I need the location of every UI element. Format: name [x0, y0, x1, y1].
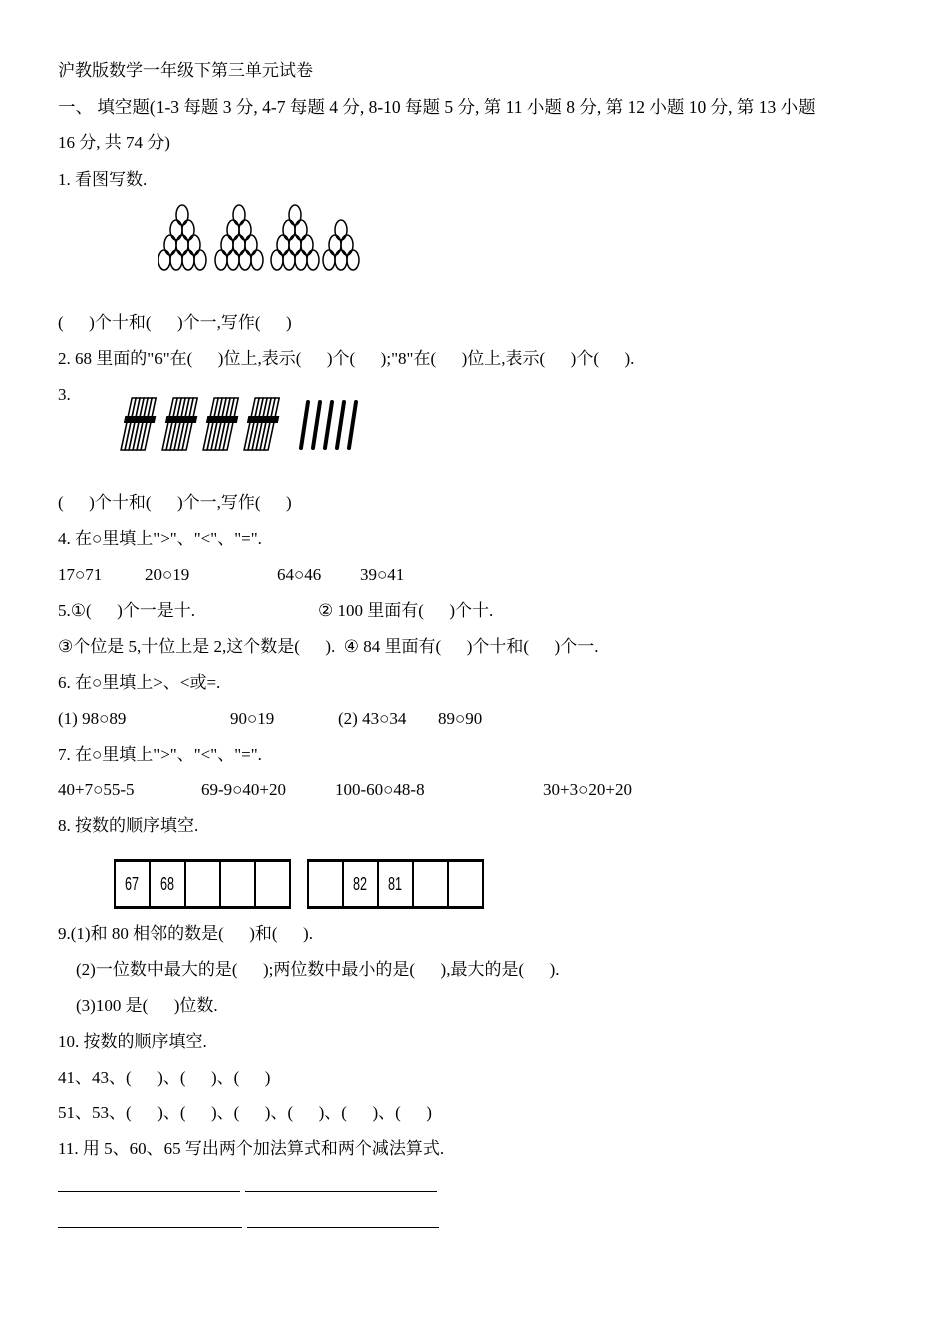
q7-item: 30+3○20+20	[543, 780, 632, 799]
circle-mark	[188, 235, 200, 255]
stick-bundles-image	[115, 394, 370, 454]
circle-mark	[283, 250, 295, 270]
seq-box[interactable]	[449, 862, 484, 906]
circle-mark	[289, 205, 301, 225]
circle-mark	[301, 235, 313, 255]
circle-mark	[245, 235, 257, 255]
single-stick	[337, 402, 344, 448]
q4-item: 20○19	[145, 565, 190, 584]
q6-prompt: 6. 在○里填上>、<或=.	[58, 673, 221, 692]
circle-mark	[227, 220, 239, 240]
q7-item: 100-60○48-8	[335, 780, 425, 799]
seq-box[interactable]	[221, 862, 256, 906]
q7-item: 69-9○40+20	[201, 780, 287, 799]
q8-sequence-row-1	[114, 859, 291, 909]
circle-mark	[158, 250, 170, 270]
q6-item: (2) 43○34	[338, 709, 407, 728]
circle-mark	[239, 250, 251, 270]
q4-item: 64○46	[277, 565, 322, 584]
circle-pyramids-image	[158, 204, 368, 276]
seq-box[interactable]	[414, 862, 449, 906]
answer-line[interactable]	[247, 1227, 439, 1228]
q5-line2: ③个位是 5,十位上是 2,这个数是( ). ④ 84 里面有( )个十和( )个一.	[58, 637, 599, 656]
seq-box[interactable]: 81	[379, 862, 414, 906]
stick-bundle	[241, 398, 283, 450]
q7-item: 40+7○55-5	[58, 780, 135, 799]
q10-b: 51、53、( )、( )、( )、( )、( )、( )	[58, 1103, 432, 1122]
stick-bundle	[118, 398, 160, 450]
q6-item: 89○90	[438, 709, 483, 728]
q5-line1a: 5.①( )个一是十.	[58, 601, 196, 620]
single-stick	[313, 402, 320, 448]
circle-mark	[227, 250, 239, 270]
seq-box[interactable]	[186, 862, 221, 906]
circle-mark	[347, 250, 359, 270]
seq-box[interactable]	[309, 862, 344, 906]
q8-sequence-row-2	[307, 859, 484, 909]
circle-mark	[295, 220, 307, 240]
q4-item: 39○41	[360, 565, 405, 584]
answer-line[interactable]	[245, 1191, 437, 1192]
seq-box[interactable]: 68	[151, 862, 186, 906]
circle-mark	[341, 235, 353, 255]
circle-mark	[289, 235, 301, 255]
q3-answer: ( )个十和( )个一,写作( )	[58, 493, 292, 512]
circle-mark	[170, 250, 182, 270]
q8-prompt: 8. 按数的顺序填空.	[58, 816, 199, 835]
answer-line[interactable]	[58, 1191, 240, 1192]
section-heading-cont: 16 分, 共 74 分)	[58, 133, 170, 152]
circle-mark	[323, 250, 335, 270]
circle-mark	[283, 220, 295, 240]
circle-mark	[329, 235, 341, 255]
q1-prompt: 1. 看图写数.	[58, 170, 148, 189]
single-stick	[325, 402, 332, 448]
circle-mark	[335, 220, 347, 240]
circle-mark	[182, 250, 194, 270]
single-stick	[349, 402, 356, 448]
q10-a: 41、43、( )、( )、( )	[58, 1068, 271, 1087]
q5-line1b: ② 100 里面有( )个十.	[318, 601, 494, 620]
q6-item: (1) 98○89	[58, 709, 127, 728]
circle-mark	[176, 205, 188, 225]
q3-label: 3.	[58, 385, 71, 404]
seq-box[interactable]	[256, 862, 291, 906]
stick-bundle	[200, 398, 242, 450]
q1-answer: ( )个十和( )个一,写作( )	[58, 313, 292, 332]
circle-mark	[233, 205, 245, 225]
circle-mark	[221, 235, 233, 255]
circle-mark	[194, 250, 206, 270]
q6-item: 90○19	[230, 709, 275, 728]
section-heading: 一、 填空题(1-3 每题 3 分, 4-7 每题 4 分, 8-10 每题 5 分, 第 11 小题 8 分, 第 12 小题 10 分, 第 13 小题	[58, 97, 816, 117]
circle-mark	[170, 220, 182, 240]
q9-a: 9.(1)和 80 相邻的数是( )和( ).	[58, 924, 313, 943]
q9-c: (3)100 是( )位数.	[76, 996, 218, 1015]
circle-mark	[239, 220, 251, 240]
circle-mark	[335, 250, 347, 270]
seq-box[interactable]: 82	[344, 862, 379, 906]
q7-prompt: 7. 在○里填上">"、"<"、"=".	[58, 745, 262, 764]
q2-text: 2. 68 里面的"6"在( )位上,表示( )个( );"8"在( )位上,表示( )个( ).	[58, 349, 635, 368]
q10-prompt: 10. 按数的顺序填空.	[58, 1032, 207, 1051]
stick-bundle	[159, 398, 201, 450]
circle-mark	[271, 250, 283, 270]
seq-box[interactable]: 67	[116, 862, 151, 906]
answer-line[interactable]	[58, 1227, 242, 1228]
single-stick	[301, 402, 308, 448]
q9-b: (2)一位数中最大的是( );两位数中最小的是( ),最大的是( ).	[76, 960, 560, 979]
doc-title: 沪教版数学一年级下第三单元试卷	[58, 61, 313, 80]
circle-mark	[277, 235, 289, 255]
circle-mark	[182, 220, 194, 240]
circle-mark	[233, 235, 245, 255]
q4-prompt: 4. 在○里填上">"、"<"、"=".	[58, 529, 262, 548]
circle-mark	[215, 250, 227, 270]
q11-prompt: 11. 用 5、60、65 写出两个加法算式和两个减法算式.	[58, 1139, 445, 1158]
circle-mark	[251, 250, 263, 270]
circle-mark	[176, 235, 188, 255]
circle-mark	[307, 250, 319, 270]
q4-item: 17○71	[58, 565, 103, 584]
circle-mark	[295, 250, 307, 270]
circle-mark	[164, 235, 176, 255]
